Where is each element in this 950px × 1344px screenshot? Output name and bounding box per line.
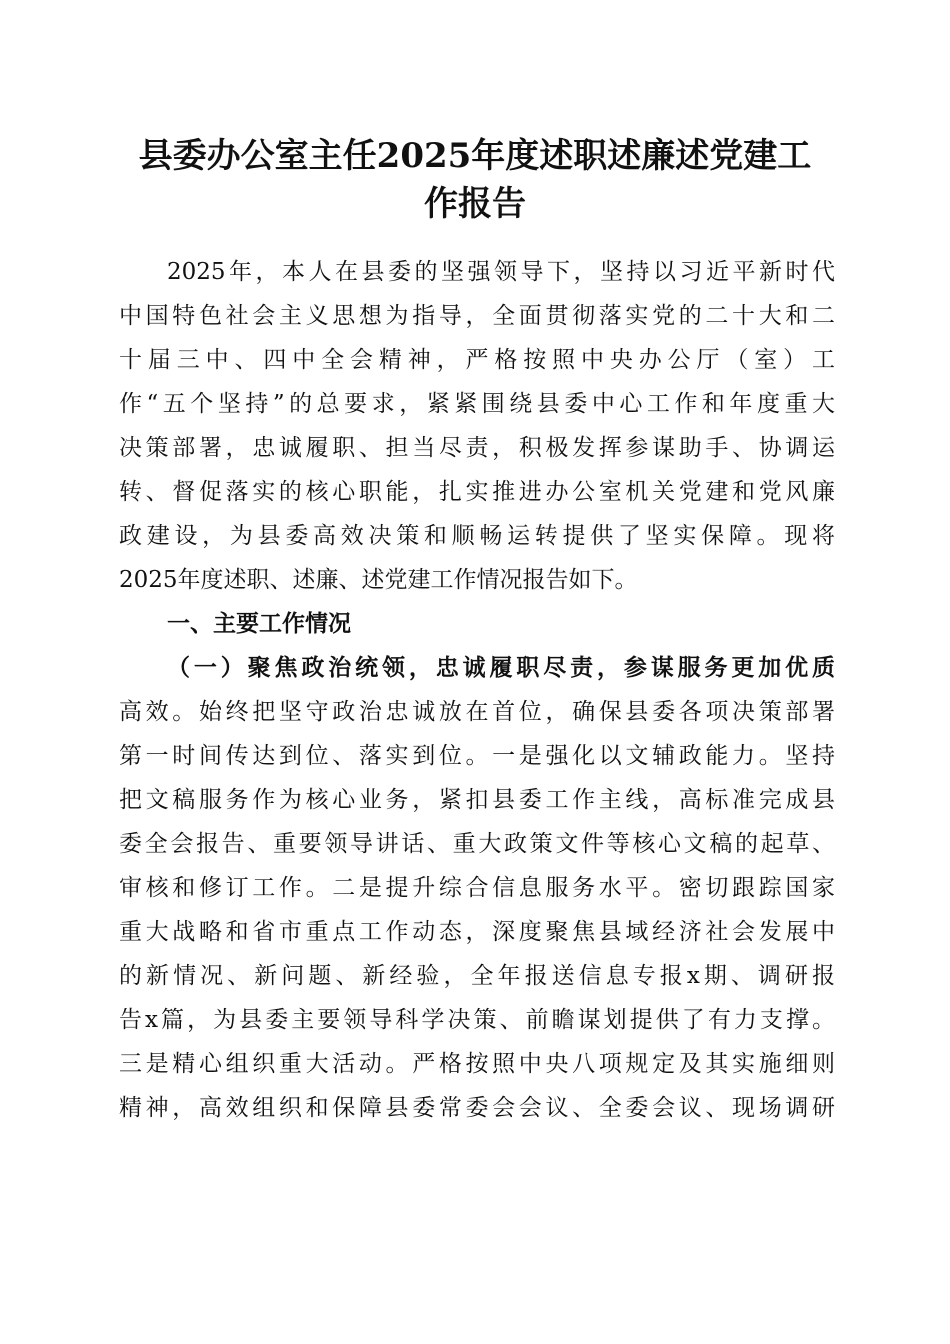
subsection-title: （一）聚焦政治统领，忠诚履职尽责，参谋服务更加优质 [167,654,835,681]
text-line: 作“五个坚持”的总要求，紧紧围绕县委中心工作和年度重大 [119,391,835,417]
text-line: 的新情况、新问题、新经验，全年报送信息专报x期、调研报 [119,963,835,989]
intro-paragraph [119,250,835,602]
text-line: 告x篇，为县委主要领导科学决策、前瞻谋划提供了有力支撑。 [119,1007,835,1033]
text-line: 决策部署，忠诚履职、担当尽责，积极发挥参谋助手、协调运 [119,435,835,461]
document-title [100,132,850,228]
text-line: 把文稿服务作为核心业务，紧扣县委工作主线，高标准完成县 [119,787,835,813]
section-heading: 一、主要工作情况 [167,611,351,637]
text-line: 2025年，本人在县委的坚强领导下，坚持以习近平新时代 [167,259,835,285]
title-line-1: 县委办公室主任2025年度述职述廉述党建工 [138,136,812,176]
title-line-2: 作报告 [424,184,526,224]
text-line: 政建设，为县委高效决策和顺畅运转提供了坚实保障。现将 [119,523,835,549]
document-body [119,250,835,1130]
text-line: 委全会报告、重要领导讲话、重大政策文件等核心文稿的起草、 [119,831,835,857]
text-line: 三是精心组织重大活动。严格按照中央八项规定及其实施细则 [119,1051,835,1077]
text-line: 中国特色社会主义思想为指导，全面贯彻落实党的二十大和二 [119,303,835,329]
text-line: 2025年度述职、述廉、述党建工作情况报告如下。 [119,567,638,593]
text-line: 审核和修订工作。二是提升综合信息服务水平。密切跟踪国家 [119,875,835,901]
text-line: 精神，高效组织和保障县委常委会会议、全委会议、现场调研 [119,1095,835,1121]
text-line: 第一时间传达到位、落实到位。一是强化以文辅政能力。坚持 [119,743,835,769]
text-line: 十届三中、四中全会精神，严格按照中央办公厅（室）工 [119,347,835,373]
subsection-paragraph [119,646,835,1130]
text-line: 高效。始终把坚守政治忠诚放在首位，确保县委各项决策部署 [119,699,835,725]
text-line: 重大战略和省市重点工作动态，深度聚焦县域经济社会发展中 [119,919,835,945]
text-line: 转、督促落实的核心职能，扎实推进办公室机关党建和党风廉 [119,479,835,505]
